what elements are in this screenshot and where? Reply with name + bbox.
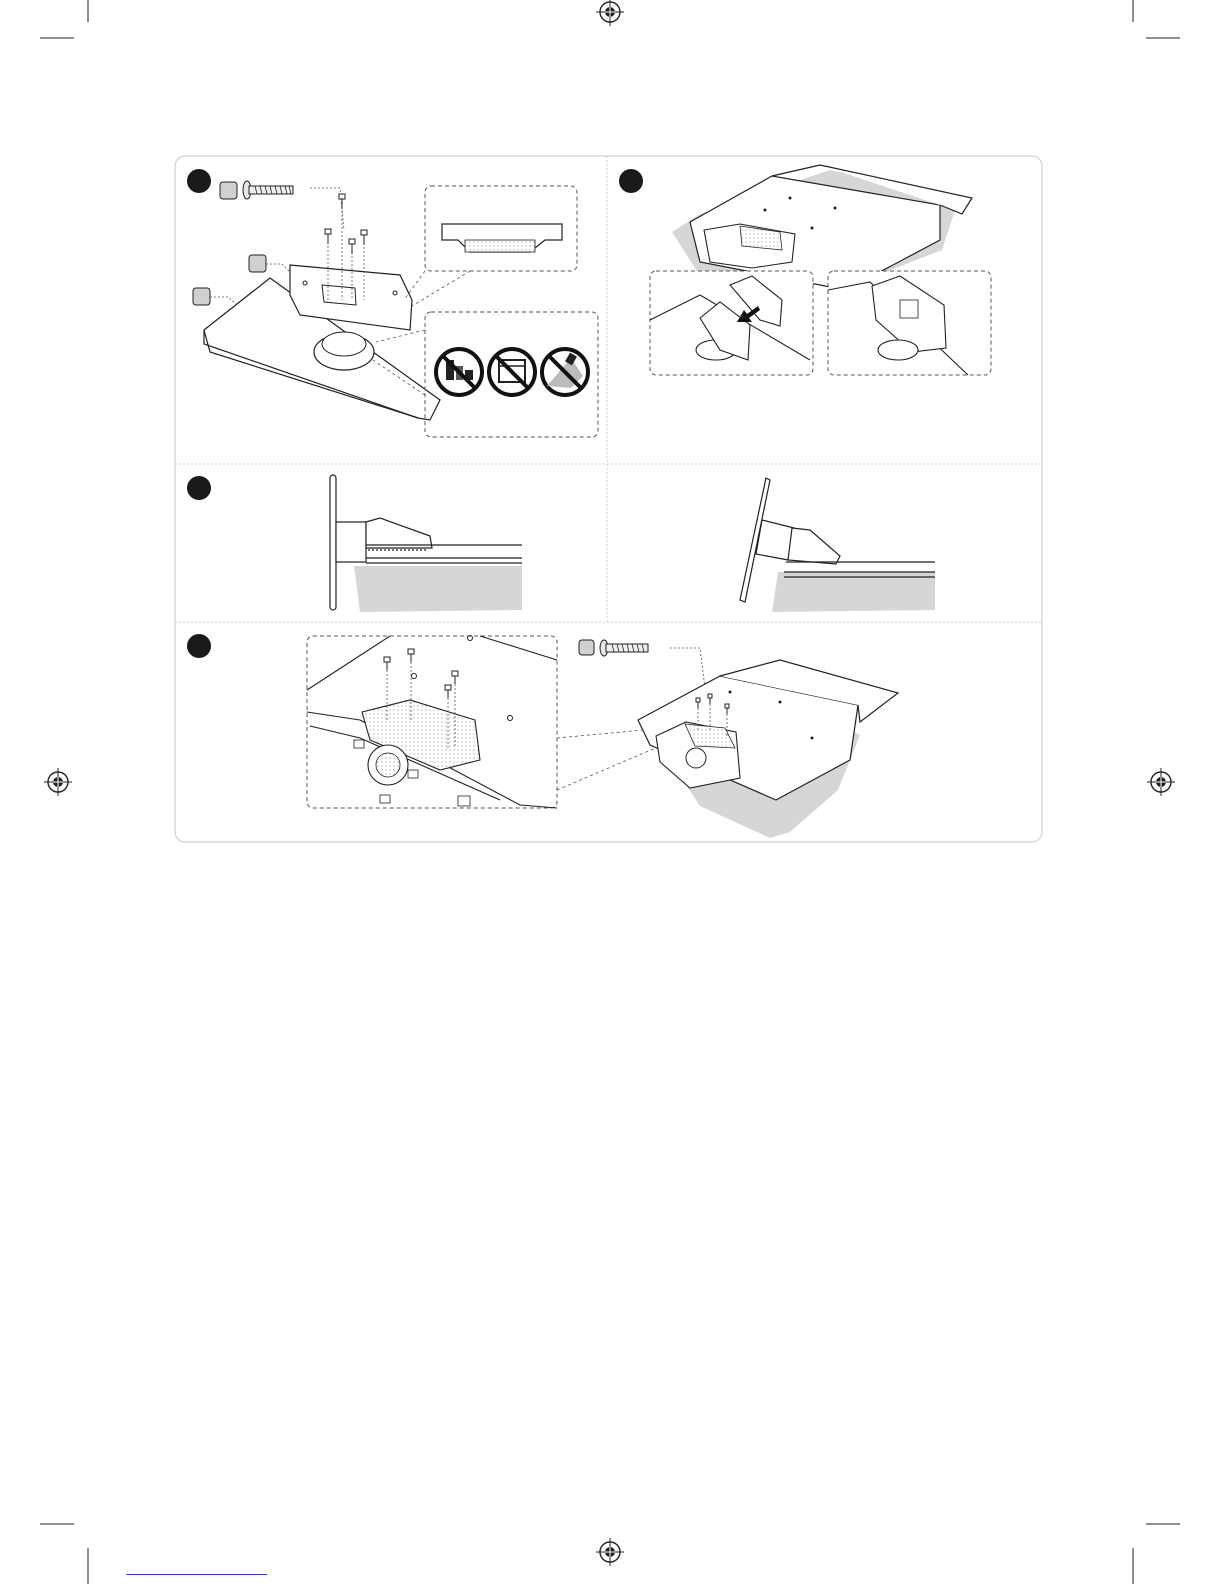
- part-tag: [249, 255, 266, 272]
- no-box-icon: [489, 349, 535, 395]
- panel-step-2: [619, 165, 991, 375]
- part-tag: [193, 288, 210, 305]
- footer-link-underline[interactable]: [126, 1574, 267, 1575]
- screw-icon: [243, 181, 293, 199]
- step-marker-2: [619, 169, 643, 193]
- panel-step-1: [187, 169, 598, 437]
- step-marker-3: [187, 476, 211, 500]
- part-tag: [220, 182, 237, 199]
- panel-step-4: [187, 634, 898, 838]
- no-spray-icon: [542, 349, 588, 395]
- step-marker-1: [187, 169, 211, 193]
- step-marker-4: [187, 634, 211, 658]
- screw-icon: [600, 640, 648, 656]
- part-tag: [579, 640, 594, 655]
- no-chemicals-icon: [436, 349, 482, 395]
- panel-step-3: [187, 475, 935, 612]
